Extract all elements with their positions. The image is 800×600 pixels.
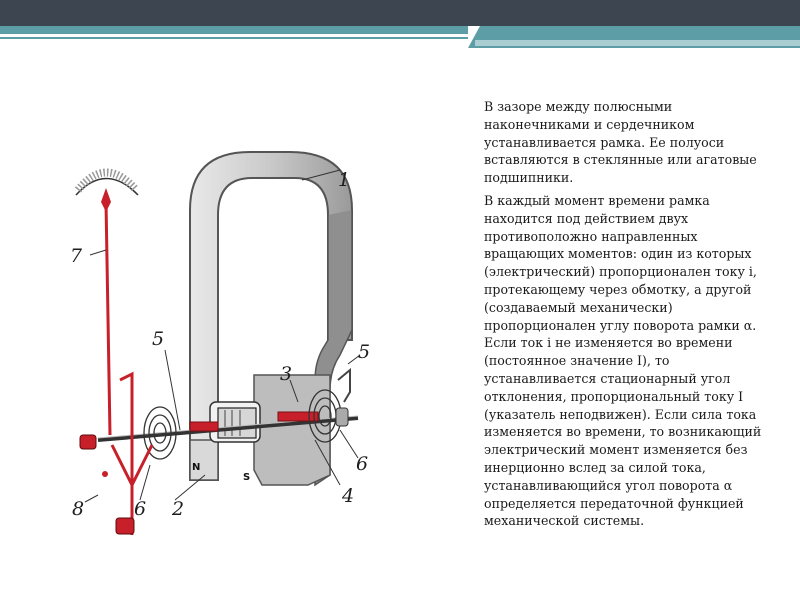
counterweight-left <box>80 435 96 449</box>
slide-body-text <box>484 98 772 535</box>
label-4: 4 <box>342 485 355 507</box>
label-7: 7 <box>70 245 83 267</box>
support-left <box>120 374 132 535</box>
header-band <box>0 0 800 26</box>
header-tab-highlight <box>475 40 800 46</box>
label-3: 3 <box>280 363 293 385</box>
counterweight-bottom <box>116 518 134 534</box>
label-8: 8 <box>72 498 85 520</box>
label-6-left: 6 <box>134 498 147 520</box>
label-6-right: 6 <box>356 453 369 475</box>
support-right <box>338 370 350 402</box>
label-1: 1 <box>338 169 351 191</box>
magnet-foot-left <box>190 440 218 480</box>
pole-s: S <box>243 472 251 483</box>
label-5-left: 5 <box>152 328 165 350</box>
label-5-right: 5 <box>358 341 371 363</box>
pole-n: N <box>192 462 201 473</box>
paragraph-2: В каждый момент времени рамка находится под действием двух противоположно направленных вращающих моментов: один из которых (электрический) пропорционален току i, протекающему через обмотку, а другой (создаваемый механически) пропорционален углу поворота рамки α. Если ток i не изменяется во времени (постоянное значение I), то устанавливается стационарный угол отклонения, пропорциональный току I (указатель неподвижен). Если сила тока изменяется во времени, то возникающий электрический момент изменяется без инерционно вслед за силой тока, устанавливающийся угол поворота α определяется передаточной функцией механической системы. <box>484 192 762 529</box>
pointer <box>106 202 110 435</box>
red-shaft-left <box>190 422 218 431</box>
label-2: 2 <box>172 498 185 520</box>
galvanometer-figure <box>40 140 410 550</box>
accent-line <box>0 37 468 39</box>
red-shaft-right <box>278 412 318 421</box>
accent-stripe <box>0 26 468 34</box>
coil-frame <box>218 408 256 438</box>
galvanometer-diagram <box>40 140 410 550</box>
paragraph-1: В зазоре между полюсными наконечниками и сердечником устанавливается рамка. Ее полуоси вставляются в стеклянные или агатовые подшипники. <box>484 99 757 186</box>
